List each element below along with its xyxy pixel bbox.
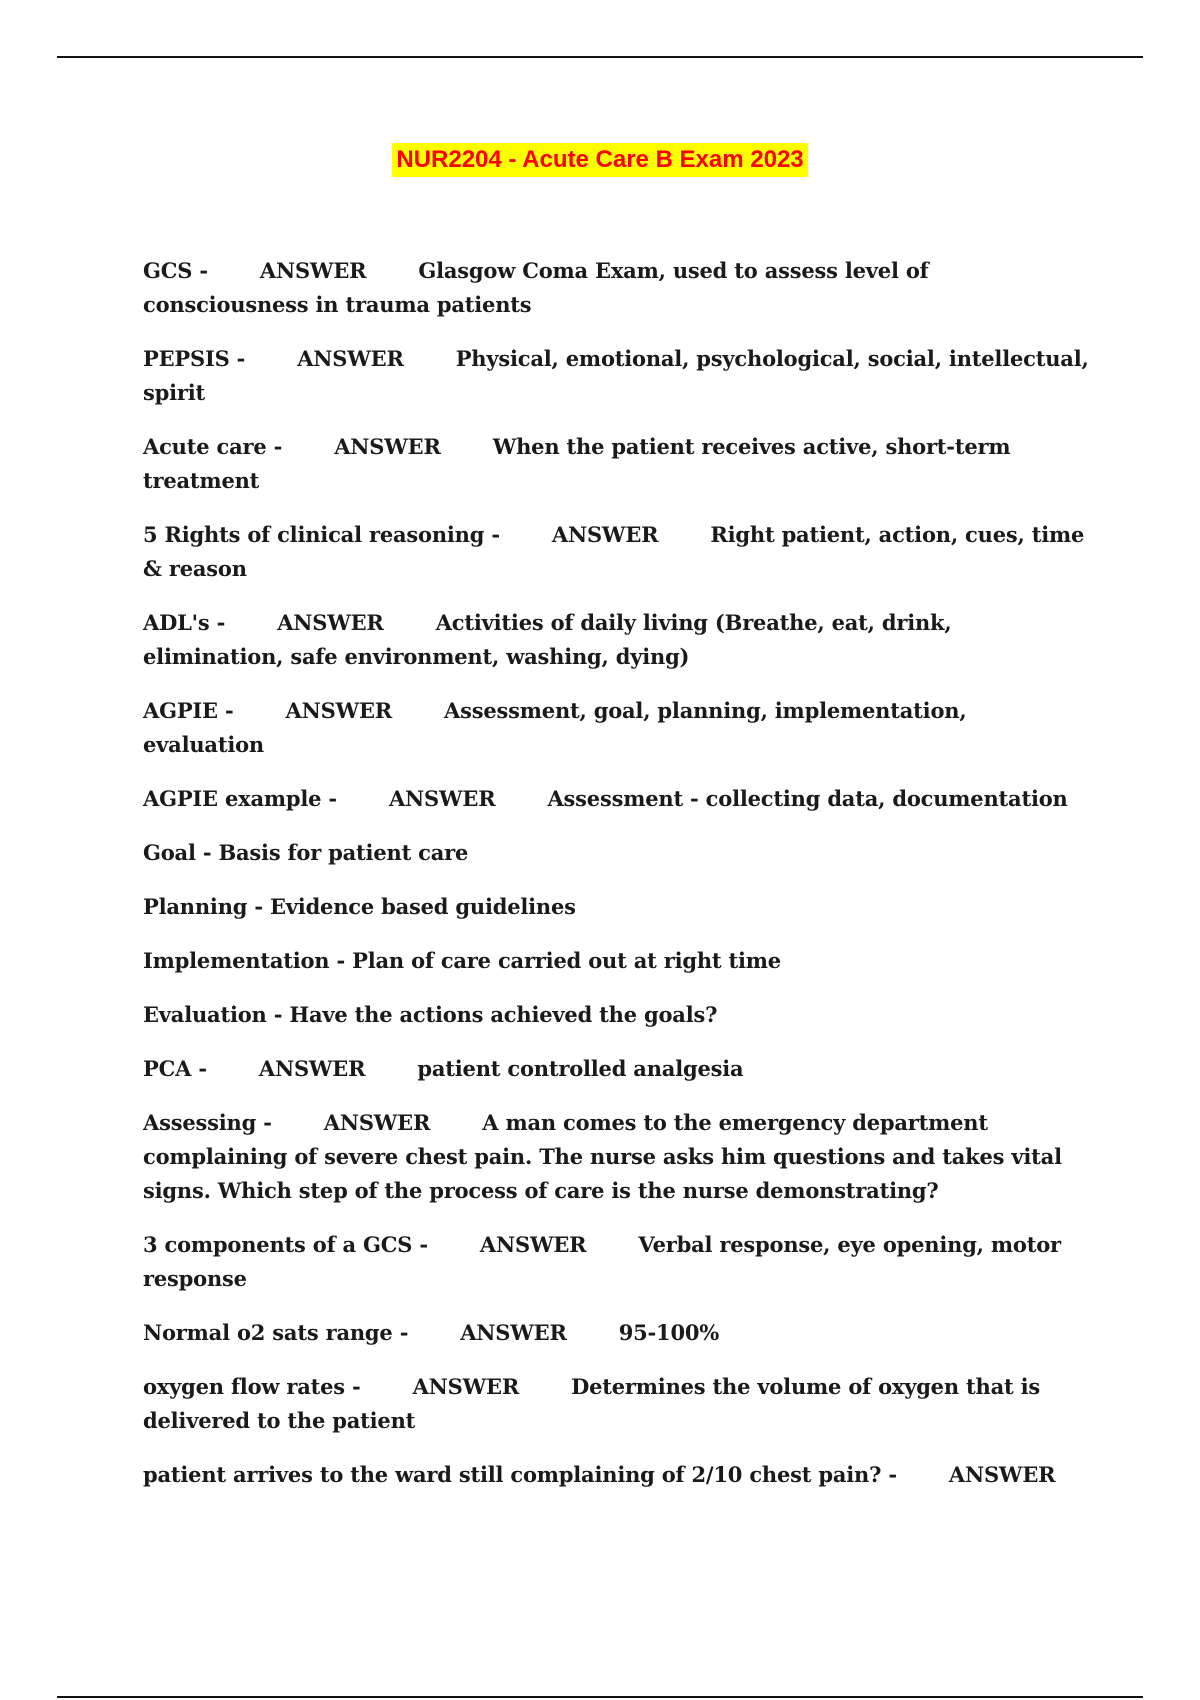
entry-separator: - xyxy=(328,786,337,811)
entry-term: patient arrives to the ward still complaining of 2/10 chest pain? xyxy=(143,1462,882,1487)
entry-separator: - xyxy=(399,1320,409,1345)
entry-term: PEPSIS xyxy=(143,346,230,371)
entry-term: AGPIE xyxy=(143,698,218,723)
entry-answer: Activities of daily living (Breathe, eat, drink, elimination, safe environment, washing, dying) xyxy=(143,610,952,669)
entry-answer: A man comes to the emergency department complaining of severe chest pain. The nurse asks him questions and takes vital signs. Which step of the process of care is the nurse demonstrating? xyxy=(143,1110,1062,1203)
answer-label: ANSWER xyxy=(259,258,367,283)
entry-term: GCS xyxy=(143,258,193,283)
answer-label: ANSWER xyxy=(285,698,393,723)
entry-term: 5 Rights of clinical reasoning xyxy=(143,522,485,547)
header-rule xyxy=(57,56,1143,58)
answer-label: ANSWER xyxy=(323,1110,431,1135)
entry-term: 3 components of a GCS xyxy=(143,1232,413,1257)
flashcard-entry xyxy=(143,254,1093,322)
entry-separator: - xyxy=(273,434,283,459)
entry-term: Normal o2 sats range xyxy=(143,1320,393,1345)
answer-label: ANSWER xyxy=(297,346,404,371)
entry-answer: 95-100% xyxy=(618,1320,720,1345)
entry-term: PCA xyxy=(143,1056,192,1081)
entry-separator: - xyxy=(352,1374,361,1399)
entry-answer: Physical, emotional, psychological, social, intellectual, spirit xyxy=(143,346,1089,405)
entry-separator: - xyxy=(224,698,234,723)
answer-label: ANSWER xyxy=(551,522,659,547)
entry-term: oxygen flow rates xyxy=(143,1374,345,1399)
title-container xyxy=(0,143,1200,177)
entry-answer: patient controlled analgesia xyxy=(417,1056,744,1081)
entry-separator: - xyxy=(216,610,226,635)
entry-answer: When the patient receives active, short-term treatment xyxy=(143,434,1011,493)
plain-line: Implementation - Plan of care carried out at right time xyxy=(143,948,781,973)
entry-separator: - xyxy=(236,346,246,371)
flashcard-entry xyxy=(143,694,1093,762)
entry-separator: - xyxy=(199,258,208,283)
footer-rule xyxy=(57,1696,1143,1698)
answer-label: ANSWER xyxy=(388,786,496,811)
plain-line: Goal - Basis for patient care xyxy=(143,840,469,865)
entry-separator: - xyxy=(888,1462,897,1487)
answer-label: ANSWER xyxy=(412,1374,520,1399)
entry-term: ADL's xyxy=(143,610,210,635)
flashcard-entry xyxy=(143,1316,1093,1350)
flashcard-entry xyxy=(143,342,1093,410)
entry-term: AGPIE example xyxy=(143,786,322,811)
plain-line: Evaluation - Have the actions achieved the goals? xyxy=(143,1002,718,1027)
flashcard-entry xyxy=(143,1370,1093,1438)
flashcard-entry xyxy=(143,606,1093,674)
answer-label: ANSWER xyxy=(948,1462,1056,1487)
entry-term: Acute care xyxy=(143,434,267,459)
answer-label: ANSWER xyxy=(277,610,384,635)
entry-answer: Right patient, action, cues, time & reason xyxy=(143,522,1085,581)
entry-term: Assessing xyxy=(143,1110,257,1135)
answer-label: ANSWER xyxy=(334,434,441,459)
entry-separator: - xyxy=(491,522,500,547)
flashcard-entry xyxy=(143,1458,1093,1492)
flashcard-entry xyxy=(143,782,1093,816)
entry-answer: Assessment, goal, planning, implementation, evaluation xyxy=(143,698,967,757)
plain-line: Planning - Evidence based guidelines xyxy=(143,894,576,919)
flashcard-list xyxy=(143,254,1093,1512)
entry-answer: Determines the volume of oxygen that is delivered to the patient xyxy=(143,1374,1041,1433)
page-title: NUR2204 - Acute Care B Exam 2023 xyxy=(392,143,807,177)
flashcard-entry xyxy=(143,1052,1093,1086)
entry-separator: - xyxy=(198,1056,207,1081)
flashcard-entry xyxy=(143,518,1093,586)
flashcard-entry xyxy=(143,1106,1093,1208)
entry-separator: - xyxy=(419,1232,428,1257)
entry-answer: Glasgow Coma Exam, used to assess level of consciousness in trauma patients xyxy=(143,258,929,317)
entry-answer: Verbal response, eye opening, motor response xyxy=(143,1232,1061,1291)
answer-label: ANSWER xyxy=(479,1232,587,1257)
answer-label: ANSWER xyxy=(258,1056,366,1081)
answer-label: ANSWER xyxy=(460,1320,567,1345)
entry-separator: - xyxy=(263,1110,272,1135)
flashcard-entry xyxy=(143,1228,1093,1296)
entry-answer: Assessment - collecting data, documentation xyxy=(547,786,1068,811)
flashcard-entry xyxy=(143,430,1093,498)
